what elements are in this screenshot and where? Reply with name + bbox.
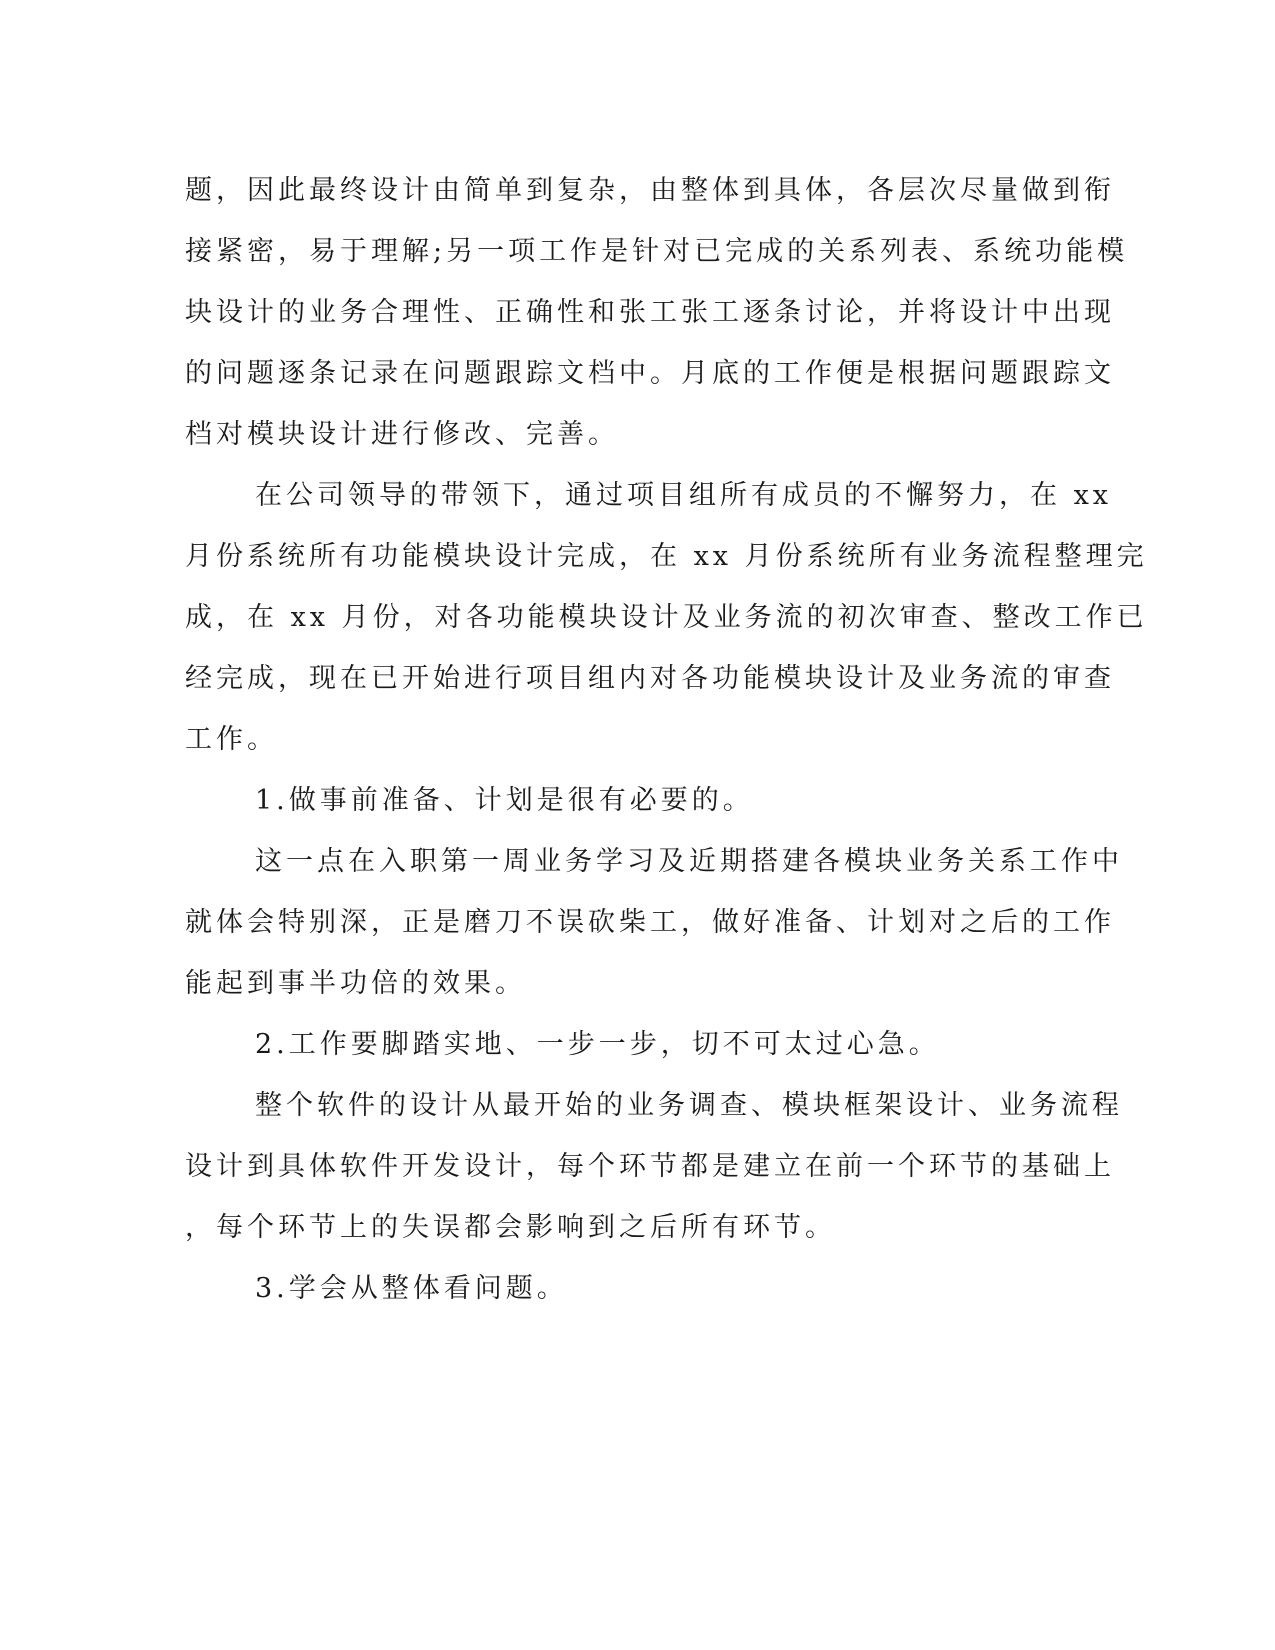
text-line: 就体会特别深，正是磨刀不误砍柴工，做好准备、计划对之后的工作 [185, 907, 1115, 938]
text-line: 块设计的业务合理性、正确性和张工张工逐条讨论，并将设计中出现 [185, 297, 1115, 328]
text-line: 题，因此最终设计由简单到复杂，由整体到具体，各层次尽量做到衔 [185, 175, 1115, 206]
document-body [185, 160, 1148, 1319]
list-heading: 1.做事前准备、计划是很有必要的。 [255, 785, 754, 816]
text-line: 经完成，现在已开始进行项目组内对各功能模块设计及业务流的审查 [185, 663, 1115, 694]
text-line: 设计到具体软件开发设计，每个环节都是建立在前一个环节的基础上 [185, 1151, 1115, 1182]
text-line: 这一点在入职第一周业务学习及近期搭建各模块业务关系工作中 [255, 846, 1123, 877]
text-line: 能起到事半功倍的效果。 [185, 968, 526, 999]
text-line: 月份系统所有功能模块设计完成，在 xx 月份系统所有业务流程整理完 [185, 541, 1148, 572]
text-line: ，每个环节上的失误都会影响到之后所有环节。 [185, 1212, 836, 1243]
text-line: 的问题逐条记录在问题跟踪文档中。月底的工作便是根据问题跟踪文 [185, 358, 1115, 389]
list-heading: 3.学会从整体看问题。 [255, 1273, 568, 1304]
text-line: 工作。 [185, 724, 278, 755]
text-line: 在公司领导的带领下，通过项目组所有成员的不懈努力，在 xx [255, 480, 1113, 511]
list-heading: 2.工作要脚踏实地、一步一步，切不可太过心急。 [255, 1029, 940, 1060]
text-line: 接紧密，易于理解;另一项工作是针对已完成的关系列表、系统功能模 [185, 236, 1129, 267]
text-line: 整个软件的设计从最开始的业务调查、模块框架设计、业务流程 [255, 1090, 1123, 1121]
text-line: 档对模块设计进行修改、完善。 [185, 419, 619, 450]
text-line: 成，在 xx 月份，对各功能模块设计及业务流的初次审查、整改工作已 [185, 602, 1148, 633]
